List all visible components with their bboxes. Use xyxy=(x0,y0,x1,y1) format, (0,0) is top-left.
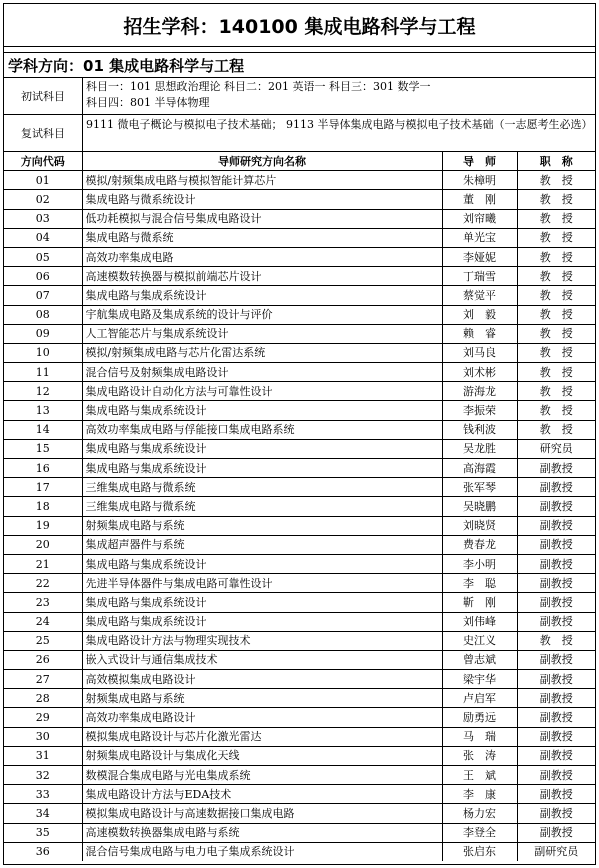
table-row xyxy=(4,823,595,842)
row-code: 07 xyxy=(4,286,82,305)
row-research-direction: 集成电路与微系统设计 xyxy=(82,190,442,209)
row-code: 03 xyxy=(4,209,82,228)
table-row xyxy=(4,401,595,420)
row-research-direction: 射频集成电路与系统 xyxy=(82,516,442,535)
row-title: 教 授 xyxy=(517,420,595,439)
table-row xyxy=(4,478,595,497)
table-row xyxy=(4,746,595,765)
row-code: 11 xyxy=(4,363,82,382)
row-code: 02 xyxy=(4,190,82,209)
row-research-direction: 混合信号集成电路与电力电子集成系统设计 xyxy=(82,842,442,861)
row-title: 教 授 xyxy=(517,382,595,401)
row-advisor: 李 康 xyxy=(442,785,517,804)
row-title: 教 授 xyxy=(517,247,595,266)
row-research-direction: 模拟集成电路设计与高速数据接口集成电路 xyxy=(82,804,442,823)
row-title: 研究员 xyxy=(517,439,595,458)
row-code: 12 xyxy=(4,382,82,401)
row-code: 19 xyxy=(4,516,82,535)
row-research-direction: 集成电路设计方法与EDA技术 xyxy=(82,785,442,804)
initial-exam-line-1: 科目一：101 思想政治理论 科目二：201 英语一 科目三：301 数学一 xyxy=(86,80,431,93)
row-code: 15 xyxy=(4,439,82,458)
direction-heading: 学科方向：01 集成电路科学与工程 xyxy=(4,53,595,78)
table-row xyxy=(4,439,595,458)
row-research-direction: 混合信号及射频集成电路设计 xyxy=(82,363,442,382)
initial-exam-line-2: 科目四：801 半导体物理 xyxy=(86,96,210,109)
row-title: 副教授 xyxy=(517,708,595,727)
row-title: 副教授 xyxy=(517,554,595,573)
header-title: 职 称 xyxy=(517,152,595,171)
row-advisor: 王 斌 xyxy=(442,766,517,785)
row-code: 06 xyxy=(4,267,82,286)
table-row xyxy=(4,420,595,439)
row-advisor: 刘帘曦 xyxy=(442,209,517,228)
row-title: 教 授 xyxy=(517,267,595,286)
header-code: 方向代码 xyxy=(4,152,82,171)
row-code: 13 xyxy=(4,401,82,420)
row-code: 34 xyxy=(4,804,82,823)
admission-sheet xyxy=(3,3,596,865)
row-title: 副教授 xyxy=(517,670,595,689)
row-research-direction: 模拟/射频集成电路与模拟智能计算芯片 xyxy=(82,171,442,190)
row-title: 教 授 xyxy=(517,343,595,362)
row-advisor: 梁宇华 xyxy=(442,670,517,689)
table-row xyxy=(4,631,595,650)
row-code: 05 xyxy=(4,247,82,266)
row-code: 36 xyxy=(4,842,82,861)
row-code: 08 xyxy=(4,305,82,324)
row-title: 教 授 xyxy=(517,363,595,382)
row-advisor: 杨力宏 xyxy=(442,804,517,823)
row-title: 副教授 xyxy=(517,516,595,535)
row-advisor: 李振荣 xyxy=(442,401,517,420)
row-research-direction: 射频集成电路与系统 xyxy=(82,689,442,708)
header-advisor: 导 师 xyxy=(442,152,517,171)
row-advisor: 刘 毅 xyxy=(442,305,517,324)
row-research-direction: 集成电路设计方法与物理实现技术 xyxy=(82,631,442,650)
table-row xyxy=(4,708,595,727)
row-advisor: 单光宝 xyxy=(442,228,517,247)
row-advisor: 刘伟峰 xyxy=(442,612,517,631)
row-research-direction: 三维集成电路与微系统 xyxy=(82,497,442,516)
table-row xyxy=(4,535,595,554)
table-row xyxy=(4,612,595,631)
row-advisor: 刘术彬 xyxy=(442,363,517,382)
table-row xyxy=(4,689,595,708)
row-title: 教 授 xyxy=(517,401,595,420)
row-research-direction: 高速模数转换器与模拟前端芯片设计 xyxy=(82,267,442,286)
table-row xyxy=(4,497,595,516)
row-code: 23 xyxy=(4,593,82,612)
row-code: 31 xyxy=(4,746,82,765)
table-row xyxy=(4,267,595,286)
table-row xyxy=(4,574,595,593)
table-row xyxy=(4,785,595,804)
row-advisor: 吴龙胜 xyxy=(442,439,517,458)
row-title: 副教授 xyxy=(517,478,595,497)
row-code: 25 xyxy=(4,631,82,650)
row-title: 教 授 xyxy=(517,305,595,324)
row-title: 副教授 xyxy=(517,823,595,842)
initial-exam-subjects xyxy=(83,78,595,114)
table-row xyxy=(4,727,595,746)
row-research-direction: 模拟集成电路设计与芯片化激光雷达 xyxy=(82,727,442,746)
retest-row xyxy=(4,115,595,152)
row-research-direction: 人工智能芯片与集成系统设计 xyxy=(82,324,442,343)
row-research-direction: 模拟/射频集成电路与芯片化雷达系统 xyxy=(82,343,442,362)
row-title: 教 授 xyxy=(517,324,595,343)
row-research-direction: 集成电路设计自动化方法与可靠性设计 xyxy=(82,382,442,401)
row-research-direction: 三维集成电路与微系统 xyxy=(82,478,442,497)
table-row xyxy=(4,305,595,324)
row-research-direction: 高效功率集成电路设计 xyxy=(82,708,442,727)
row-advisor: 卢启军 xyxy=(442,689,517,708)
row-research-direction: 低功耗模拟与混合信号集成电路设计 xyxy=(82,209,442,228)
row-title: 教 授 xyxy=(517,631,595,650)
row-research-direction: 集成电路与集成系统设计 xyxy=(82,554,442,573)
row-code: 24 xyxy=(4,612,82,631)
row-research-direction: 高效功率集成电路与俘能接口集成电路系统 xyxy=(82,420,442,439)
row-code: 22 xyxy=(4,574,82,593)
row-title: 副教授 xyxy=(517,689,595,708)
table-row xyxy=(4,171,595,190)
table-row xyxy=(4,228,595,247)
row-title: 副教授 xyxy=(517,785,595,804)
table-row xyxy=(4,554,595,573)
row-title: 副教授 xyxy=(517,727,595,746)
row-research-direction: 射频集成电路设计与集成化天线 xyxy=(82,746,442,765)
row-advisor: 钱利波 xyxy=(442,420,517,439)
row-research-direction: 嵌入式设计与通信集成技术 xyxy=(82,650,442,669)
row-advisor: 游海龙 xyxy=(442,382,517,401)
row-code: 20 xyxy=(4,535,82,554)
row-code: 28 xyxy=(4,689,82,708)
row-code: 35 xyxy=(4,823,82,842)
retest-label: 复试科目 xyxy=(4,115,83,151)
retest-subjects: 9111 微电子概论与模拟电子技术基础； 9113 半导体集成电路与模拟电子技术基础（一志愿考生必选） xyxy=(86,118,593,131)
table-row xyxy=(4,516,595,535)
table-row xyxy=(4,286,595,305)
table-row xyxy=(4,382,595,401)
row-code: 16 xyxy=(4,459,82,478)
table-row xyxy=(4,593,595,612)
row-advisor: 赖 睿 xyxy=(442,324,517,343)
row-advisor: 励勇远 xyxy=(442,708,517,727)
row-research-direction: 数模混合集成电路与光电集成系统 xyxy=(82,766,442,785)
table-row xyxy=(4,650,595,669)
row-advisor: 董 刚 xyxy=(442,190,517,209)
row-title: 副教授 xyxy=(517,459,595,478)
row-research-direction: 集成电路与集成系统设计 xyxy=(82,593,442,612)
row-advisor: 李登全 xyxy=(442,823,517,842)
row-research-direction: 高速模数转换器集成电路与系统 xyxy=(82,823,442,842)
row-title: 副教授 xyxy=(517,612,595,631)
row-advisor: 费春龙 xyxy=(442,535,517,554)
row-title: 副教授 xyxy=(517,746,595,765)
sheet-title: 招生学科：140100 集成电路科学与工程 xyxy=(4,4,595,47)
row-research-direction: 集成超声器件与系统 xyxy=(82,535,442,554)
row-code: 29 xyxy=(4,708,82,727)
row-advisor: 高海霞 xyxy=(442,459,517,478)
row-research-direction: 集成电路与集成系统设计 xyxy=(82,459,442,478)
row-research-direction: 集成电路与集成系统设计 xyxy=(82,401,442,420)
row-research-direction: 集成电路与集成系统设计 xyxy=(82,439,442,458)
row-code: 33 xyxy=(4,785,82,804)
table-header-row xyxy=(4,152,595,171)
initial-exam-row xyxy=(4,78,595,115)
row-title: 副教授 xyxy=(517,535,595,554)
row-advisor: 李娅妮 xyxy=(442,247,517,266)
row-code: 04 xyxy=(4,228,82,247)
table-row xyxy=(4,670,595,689)
row-research-direction: 高效功率集成电路 xyxy=(82,247,442,266)
row-code: 14 xyxy=(4,420,82,439)
row-title: 教 授 xyxy=(517,228,595,247)
row-title: 教 授 xyxy=(517,286,595,305)
row-code: 09 xyxy=(4,324,82,343)
row-advisor: 李小明 xyxy=(442,554,517,573)
row-code: 10 xyxy=(4,343,82,362)
row-title: 副教授 xyxy=(517,804,595,823)
table-row xyxy=(4,247,595,266)
row-advisor: 丁瑞雪 xyxy=(442,267,517,286)
row-advisor: 靳 刚 xyxy=(442,593,517,612)
row-code: 17 xyxy=(4,478,82,497)
row-advisor: 蔡觉平 xyxy=(442,286,517,305)
row-code: 01 xyxy=(4,171,82,190)
row-advisor: 张启东 xyxy=(442,842,517,861)
row-code: 30 xyxy=(4,727,82,746)
row-title: 副教授 xyxy=(517,497,595,516)
row-title: 副教授 xyxy=(517,650,595,669)
row-advisor: 张 涛 xyxy=(442,746,517,765)
row-research-direction: 集成电路与微系统 xyxy=(82,228,442,247)
row-advisor: 朱樟明 xyxy=(442,171,517,190)
row-advisor: 曾志斌 xyxy=(442,650,517,669)
row-advisor: 张军琴 xyxy=(442,478,517,497)
row-title: 副教授 xyxy=(517,766,595,785)
row-title: 副研究员 xyxy=(517,842,595,861)
row-code: 27 xyxy=(4,670,82,689)
row-title: 副教授 xyxy=(517,593,595,612)
table-body xyxy=(4,171,595,861)
row-research-direction: 高效模拟集成电路设计 xyxy=(82,670,442,689)
row-research-direction: 宇航集成电路及集成系统的设计与评价 xyxy=(82,305,442,324)
row-advisor: 马 瑞 xyxy=(442,727,517,746)
header-research-direction: 导师研究方向名称 xyxy=(82,152,442,171)
table-row xyxy=(4,842,595,861)
table-row xyxy=(4,804,595,823)
row-advisor: 刘晓贤 xyxy=(442,516,517,535)
row-advisor: 李 聪 xyxy=(442,574,517,593)
supervisor-table xyxy=(4,152,595,861)
table-row xyxy=(4,324,595,343)
row-advisor: 刘马良 xyxy=(442,343,517,362)
table-row xyxy=(4,363,595,382)
row-title: 教 授 xyxy=(517,171,595,190)
row-title: 教 授 xyxy=(517,209,595,228)
row-research-direction: 集成电路与集成系统设计 xyxy=(82,286,442,305)
table-row xyxy=(4,766,595,785)
row-advisor: 吴晓鹏 xyxy=(442,497,517,516)
initial-exam-label: 初试科目 xyxy=(4,78,83,114)
row-research-direction: 先进半导体器件与集成电路可靠性设计 xyxy=(82,574,442,593)
table-row xyxy=(4,459,595,478)
table-row xyxy=(4,209,595,228)
row-code: 18 xyxy=(4,497,82,516)
row-research-direction: 集成电路与集成系统设计 xyxy=(82,612,442,631)
row-title: 教 授 xyxy=(517,190,595,209)
row-code: 21 xyxy=(4,554,82,573)
row-code: 32 xyxy=(4,766,82,785)
table-row xyxy=(4,343,595,362)
row-code: 26 xyxy=(4,650,82,669)
row-advisor: 史江义 xyxy=(442,631,517,650)
table-row xyxy=(4,190,595,209)
row-title: 副教授 xyxy=(517,574,595,593)
